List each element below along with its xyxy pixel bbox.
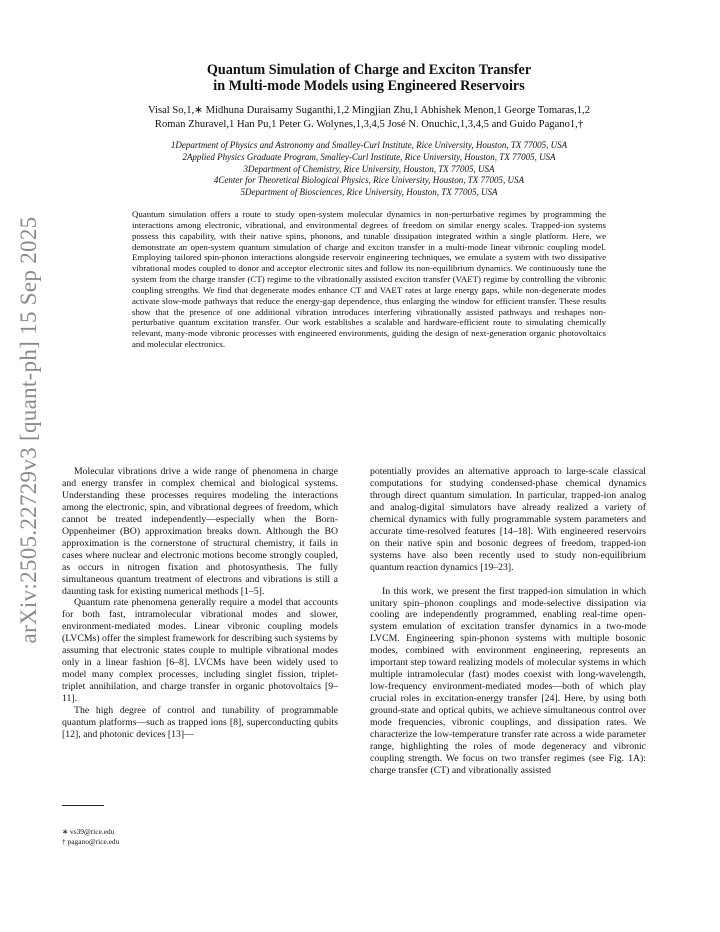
body-column-right (370, 466, 646, 777)
paragraph-continuation: potentially provides an alternative approach to large-scale classical computations for studying condensed-phase chemical dynamics through direct quantum simulation. In particular, trapped-ion analog and analog-digital simulators have already realized a variety of chemical dynamics with fully programmable system parameters and accurate time-resolved features [14–18]. With engineered reservoirs on their native spin and bosonic degrees of freedom, trapped-ion systems have also been recently used to study non-equilibrium quantum reaction dynamics [19–23]. (370, 466, 646, 573)
affiliations (66, 140, 672, 199)
title-line-1: Quantum Simulation of Charge and Exciton Transfer (206, 62, 532, 78)
title-line-2: in Multi-mode Models using Engineered Reservoirs (213, 78, 525, 94)
authors-line-2: Roman Zhuravel,1 Han Pu,1 Peter G. Wolynes,1,3,4,5 José N. Onuchic,1,3,4,5 and Guido Pagano1,† (154, 119, 584, 130)
body-column-left (62, 466, 338, 741)
paper-title (80, 62, 658, 94)
paragraph-rate-phenomena: Quantum rate phenomena generally require a model that accounts for both fast, intramolecular vibrational modes and slower, environment-mediated modes. Linear vibronic coupling models (LVCMs) offer the simplest framework for describing such systems by assuming that electronic states couple to multiple vibrational modes only in a linear fashion [6–8]. LVCMs have been widely used to model many complex processes, including singlet fission, triplet-triplet annihilation, and charge transfer in organic photovoltaics [9–11]. (62, 597, 338, 705)
arxiv-identifier-sidebar (14, 170, 44, 690)
affiliation-4: 4Center for Theoretical Biological Physics, Rice University, Houston, TX 77005, USA (213, 175, 525, 186)
affiliation-3: 3Department of Chemistry, Rice University, Houston, TX 77005, USA (243, 163, 495, 174)
arxiv-id: arXiv:2505.22729v3 [quant-ph] 15 Sep 2025 (16, 216, 41, 644)
authors-line-1: Visal So,1,∗ Midhuna Duraisamy Suganthi,1,2 Mingjian Zhu,1 Abhishek Menon,1 George Tomaras,1,2 (148, 105, 590, 116)
affiliation-1: 1Department of Physics and Astronomy and Smalley-Curl Institute, Rice University, Houston, TX 77005, USA (170, 140, 568, 150)
footnote-email-2: † pagano@rice.edu (62, 837, 120, 847)
footnotes (62, 827, 262, 847)
author-list (66, 104, 672, 132)
paragraph-intro: Molecular vibrations drive a wide range of phenomena in charge and energy transfer in complex chemical and biological systems. Understanding these processes requires modeling the interactions among the electronic, spin, and vibrational degrees of freedom, which cannot be treated independently—especially when the Born-Oppenheimer (BO) approximation breaks down. Although the BO approximation is the cornerstone of structural chemistry, it fails in cases where nuclear and electronic motions become strongly coupled, as occurs in nitrogen fixation and photosynthesis. The fully simultaneous quantum treatment of electrons and vibrations is still a daunting task for existing numerical methods [1–5]. (62, 466, 338, 597)
footnote-email-1: ∗ vs39@rice.edu (62, 827, 115, 836)
paragraph-platforms: The high degree of control and tunability of programmable quantum platforms—such as trapped ions [8], superconducting qubits [12], and photonic devices [13]— (62, 705, 338, 740)
abstract: Quantum simulation offers a route to study open-system molecular dynamics in non-perturbative regimes by programming the interactions among electronic, vibrational, and environmental degrees of freedom on similar energy scales. Trapped-ion systems possess this capability, with their native spins, phonons, and tunable dissipation integrated within a single platform. Here, we demonstrate an open-system quantum simulation of charge and exciton transfer in a multi-mode linear vibronic coupling model. Employing tailored spin-phonon interactions alongside reservoir engineering techniques, we emulate a system with two dissipative vibrational modes coupled to donor and acceptor electronic sites and follow its non-equilibrium dynamics. We continuously tune the system from the charge transfer (CT) regime to the vibrationally assisted exciton transfer (VAET) regime by controlling the vibronic coupling strengths. We find that degenerate modes enhance CT and VAET rates at large energy gaps, while non-degenerate modes activate slow-mode pathways that reduce the energy-gap dependence, thus enlarging the window for efficient transfer. These results show that the presence of one additional vibration introduces interfering vibrationally assisted pathways and reshapes non-perturbative quantum excitation transfer. Our work establishes a scalable and hardware-efficient route to simulating chemically relevant, many-mode vibronic processes with engineered environments, guiding the design of next-generation organic photovoltaics and molecular electronics. (132, 209, 606, 350)
affiliation-5: 5Department of Biosciences, Rice University, Houston, TX 77005, USA (240, 187, 498, 198)
paragraph-this-work: In this work, we present the first trapped-ion simulation in which unitary spin–phonon couplings and mode-selective dissipation via cooling are independently programmed, enabling real-time open-system emulation of excitation transfer dynamics in a two-mode LVCM. Engineering spin-phonon systems with multiple bosonic modes, combined with environment engineering, represents an important step toward realizing models of molecular systems in which multiple intramolecular (fast) modes coexist with long-wavelength, low-frequency environment-mediated modes—both of which play crucial roles in excitation-energy transfer [24]. Here, by using both ground-state and optical qubits, we achieve simultaneous control over mode frequencies, vibronic couplings, and dissipation rates. We characterize the low-temperature transfer rate across a wide parameter range, highlighting the roles of mode degeneracy and vibronic coupling strength. We focus on two transfer regimes (see Fig. 1A): charge transfer (CT) and vibrationally assisted (370, 585, 646, 776)
footnote-rule (62, 805, 104, 806)
affiliation-2: 2Applied Physics Graduate Program, Smalley-Curl Institute, Rice University, Houston, TX 77005, USA (182, 151, 556, 162)
